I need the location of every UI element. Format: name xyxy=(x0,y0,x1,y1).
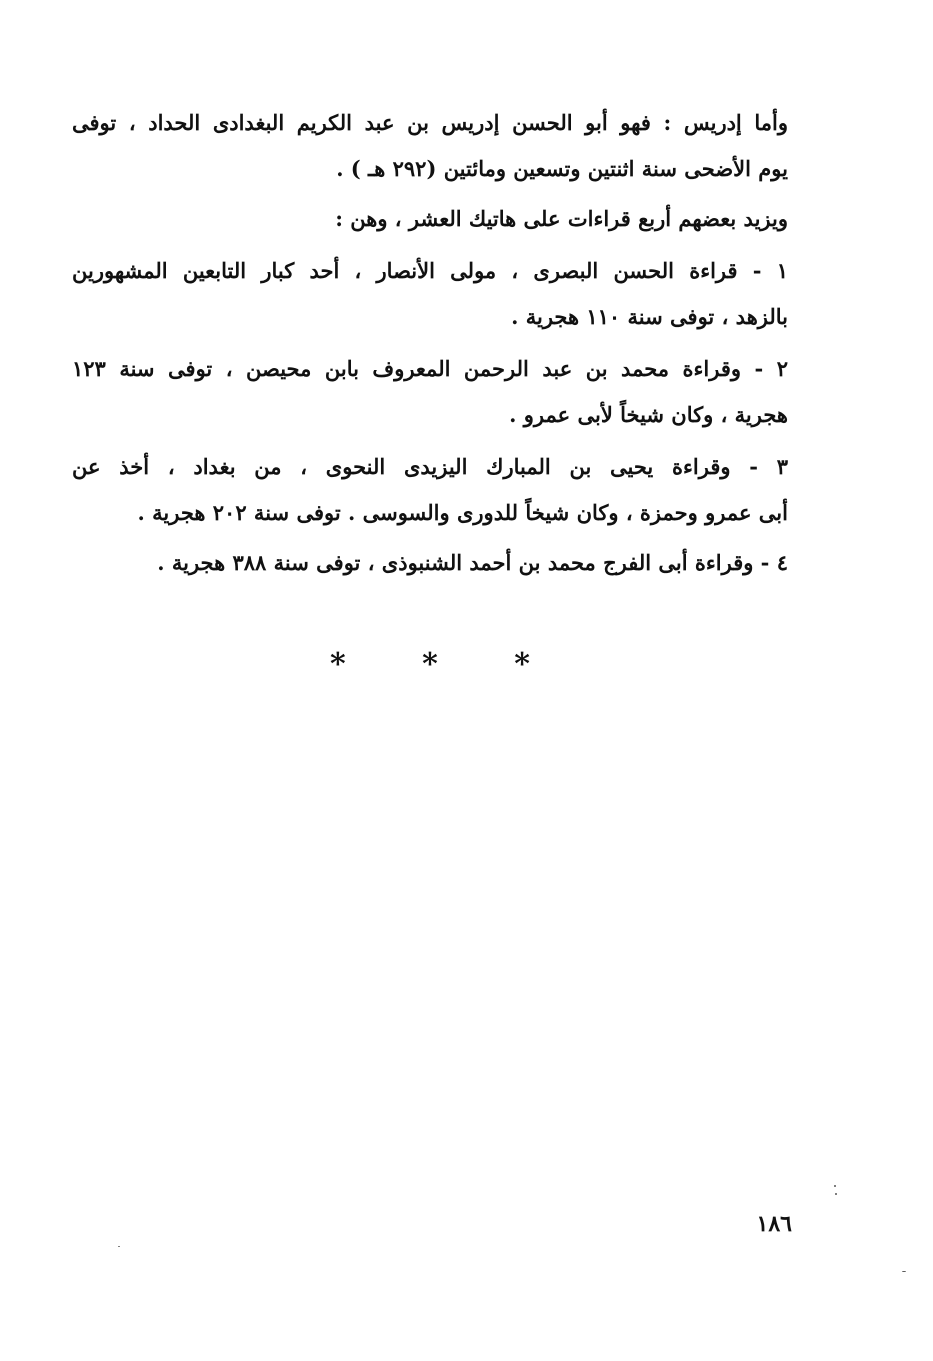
list-item-ibn-muhaysin xyxy=(72,346,788,438)
paragraph-four-readings-intro xyxy=(72,196,788,242)
list-item-shanabudhi xyxy=(72,540,788,586)
text-line: بالزهد ، توفى سنة ١١٠ هجرية . xyxy=(511,304,788,329)
text-line: يوم الأضحى سنة اثنتين وتسعين ومائتين (٢٩٢ هـ ) . xyxy=(336,156,788,181)
scan-speck xyxy=(902,1271,906,1272)
asterisk-icon: * xyxy=(422,647,438,682)
scan-speck xyxy=(118,1246,120,1247)
text-line: ٢ - وقراءة محمد بن عبد الرحمن المعروف بابن محيصن ، توفى سنة ١٢٣ xyxy=(72,356,788,381)
text-line: ٣ - وقراءة يحيى بن المبارك اليزيدى النحوى ، من بغداد ، أخذ عن xyxy=(72,454,788,479)
paragraph-idris xyxy=(72,100,788,192)
list-item-yazidi xyxy=(72,444,788,536)
section-separator xyxy=(330,645,530,685)
list-item-hasan-basri xyxy=(72,248,788,340)
scan-speck xyxy=(835,1193,837,1195)
text-line: هجرية ، وكان شيخاً لأبى عمرو . xyxy=(509,402,788,427)
page-number: ١٨٦ xyxy=(756,1211,792,1237)
text-line: ١ - قراءة الحسن البصرى ، مولى الأنصار ، أحد كبار التابعين المشهورين xyxy=(72,258,788,283)
text-line: ويزيد بعضهم أربع قراءات على هاتيك العشر ، وهن : xyxy=(335,206,788,231)
text-line: وأما إدريس : فهو أبو الحسن إدريس بن عبد الكريم البغدادى الحداد ، توفى xyxy=(72,110,788,135)
asterisk-icon: * xyxy=(330,647,346,682)
asterisk-icon: * xyxy=(514,647,530,682)
text-line: ٤ - وقراءة أبى الفرج محمد بن أحمد الشنبوذى ، توفى سنة ٣٨٨ هجرية . xyxy=(157,550,788,575)
text-line: أبى عمرو وحمزة ، وكان شيخاً للدورى والسوسى . توفى سنة ٢٠٢ هجرية . xyxy=(137,500,788,525)
scan-speck xyxy=(834,1185,836,1187)
